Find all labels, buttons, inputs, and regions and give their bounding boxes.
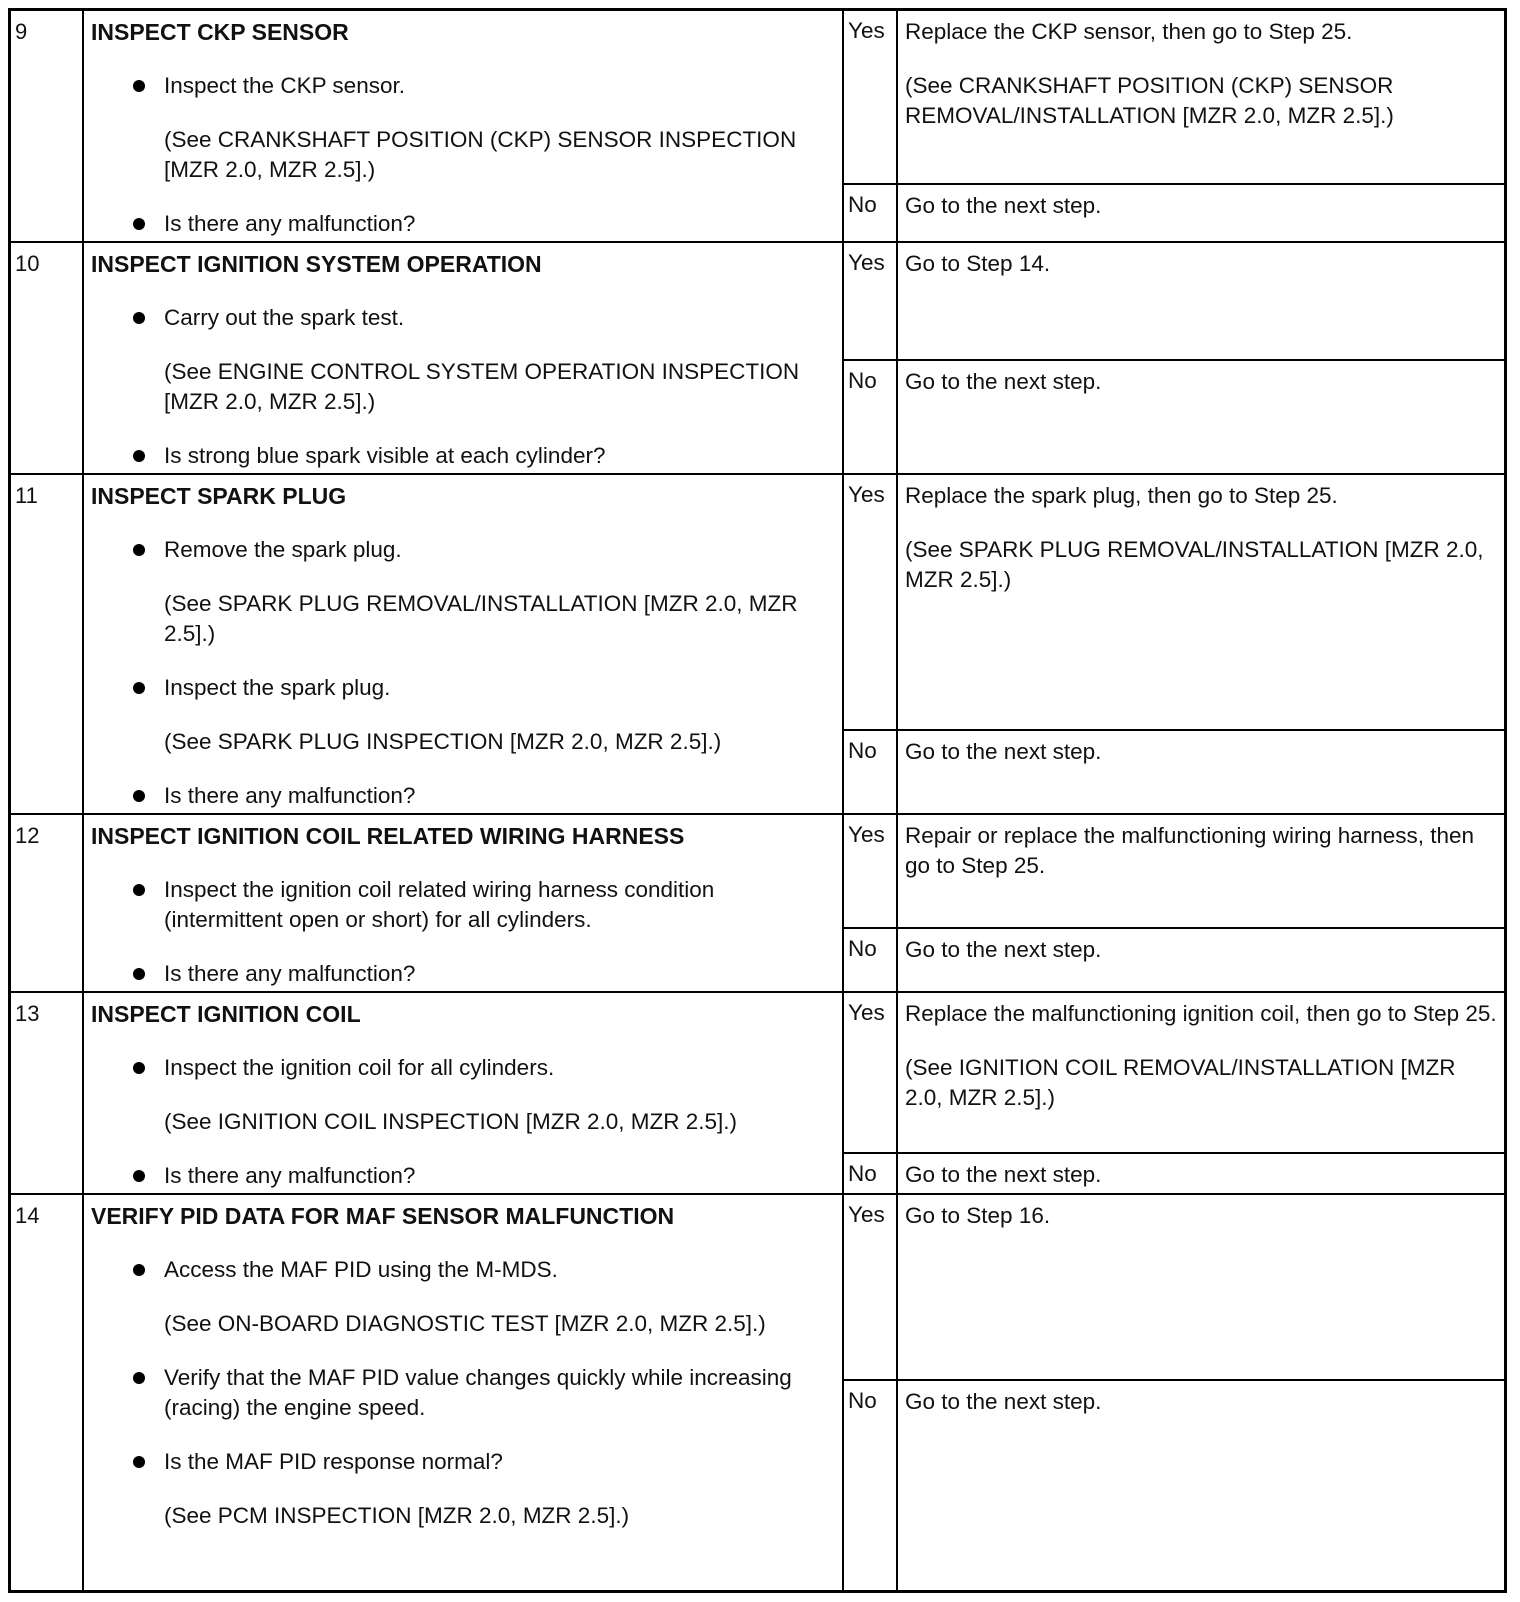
step-number: 12: [11, 815, 84, 991]
bullet-dot-icon: [133, 1062, 145, 1074]
reference-text: (See CRANKSHAFT POSITION (CKP) SENSOR INSPECTION [MZR 2.0, MZR 2.5].): [164, 127, 797, 182]
result-cell: [844, 475, 1504, 813]
yes-label: Yes: [844, 475, 898, 729]
no-action-text: Go to the next step.: [905, 369, 1102, 394]
no-label: No: [844, 185, 898, 241]
no-action-text: Go to the next step.: [905, 739, 1102, 764]
yes-action-text: (See SPARK PLUG REMOVAL/INSTALLATION [MZR 2.0, MZR 2.5].): [905, 537, 1484, 592]
bullet-item: [91, 875, 836, 935]
reference-text: (See IGNITION COIL INSPECTION [MZR 2.0, MZR 2.5].): [164, 1109, 738, 1134]
no-result: [844, 183, 1504, 241]
yes-result: [844, 475, 1504, 729]
yes-action: [898, 993, 1504, 1137]
reference-text: (See PCM INSPECTION [MZR 2.0, MZR 2.5].): [164, 1503, 630, 1528]
step-title: INSPECT SPARK PLUG: [91, 483, 347, 509]
bullet-item: [91, 71, 836, 101]
yes-label: Yes: [844, 11, 898, 183]
result-cell: [844, 1195, 1504, 1590]
no-label: No: [844, 361, 898, 473]
action-cell: [84, 993, 844, 1193]
step-title: INSPECT IGNITION SYSTEM OPERATION: [91, 251, 542, 277]
step-number: 13: [11, 993, 84, 1193]
yes-action: [898, 475, 1504, 619]
yes-action: [898, 11, 1504, 155]
no-result: [844, 359, 1504, 473]
bullet-dot-icon: [133, 790, 145, 802]
yes-action-text: Replace the malfunctioning ignition coil, then go to Step 25.: [905, 1001, 1497, 1026]
reference-text: (See ON-BOARD DIAGNOSTIC TEST [MZR 2.0, MZR 2.5].): [164, 1311, 766, 1336]
reference-text: (See SPARK PLUG INSPECTION [MZR 2.0, MZR 2.5].): [164, 729, 722, 754]
bullet-dot-icon: [133, 682, 145, 694]
bullet-text: Inspect the CKP sensor.: [164, 73, 405, 98]
yes-action-text: Repair or replace the malfunctioning wiring harness, then go to Step 25.: [905, 823, 1475, 878]
step-number: 9: [11, 11, 84, 241]
yes-label: Yes: [844, 1195, 898, 1379]
yes-result: [844, 815, 1504, 927]
bullet-item: [91, 303, 836, 333]
no-action: [898, 185, 1504, 245]
bullet-text: Is there any malfunction?: [164, 211, 416, 236]
step-title: INSPECT CKP SENSOR: [91, 19, 349, 45]
step-row: [11, 243, 1504, 475]
bullet-dot-icon: [133, 1456, 145, 1468]
step-title: INSPECT IGNITION COIL RELATED WIRING HARNESS: [91, 823, 685, 849]
no-label: No: [844, 929, 898, 991]
yes-action-text: (See CRANKSHAFT POSITION (CKP) SENSOR REMOVAL/INSTALLATION [MZR 2.0, MZR 2.5].): [905, 73, 1394, 128]
step-row: [11, 11, 1504, 243]
action-cell: [84, 1195, 844, 1590]
bullet-item: [91, 781, 836, 811]
bullet-item: [91, 673, 836, 703]
bullet-text: Access the MAF PID using the M-MDS.: [164, 1257, 558, 1282]
result-cell: [844, 993, 1504, 1193]
step-title: INSPECT IGNITION COIL: [91, 1001, 361, 1027]
step-row: [11, 475, 1504, 815]
reference-text: (See ENGINE CONTROL SYSTEM OPERATION INSPECTION [MZR 2.0, MZR 2.5].): [164, 359, 800, 414]
bullet-item: [91, 1447, 836, 1477]
no-label: No: [844, 1154, 898, 1193]
no-result: [844, 1379, 1504, 1590]
yes-action-text: Replace the spark plug, then go to Step 25.: [905, 483, 1338, 508]
step-number: 14: [11, 1195, 84, 1590]
yes-action-text: Go to Step 16.: [905, 1203, 1051, 1228]
result-cell: [844, 11, 1504, 241]
bullet-dot-icon: [133, 450, 145, 462]
reference-text: (See SPARK PLUG REMOVAL/INSTALLATION [MZR 2.0, MZR 2.5].): [164, 591, 798, 646]
bullet-item: [91, 209, 836, 239]
no-action: [898, 731, 1504, 791]
bullet-dot-icon: [133, 884, 145, 896]
yes-label: Yes: [844, 815, 898, 927]
bullet-item: [91, 441, 836, 471]
bullet-text: Inspect the spark plug.: [164, 675, 391, 700]
bullet-text: Is there any malfunction?: [164, 961, 416, 986]
step-title: VERIFY PID DATA FOR MAF SENSOR MALFUNCTION: [91, 1203, 675, 1229]
action-cell: [84, 475, 844, 813]
no-action: [898, 929, 1504, 989]
no-label: No: [844, 731, 898, 813]
bullet-text: Is strong blue spark visible at each cylinder?: [164, 443, 606, 468]
bullet-text: Is the MAF PID response normal?: [164, 1449, 503, 1474]
bullet-dot-icon: [133, 1264, 145, 1276]
bullet-dot-icon: [133, 1170, 145, 1182]
bullet-dot-icon: [133, 80, 145, 92]
result-cell: [844, 243, 1504, 473]
bullet-text: Is there any malfunction?: [164, 1163, 416, 1188]
step-row: [11, 1195, 1504, 1590]
yes-result: [844, 1195, 1504, 1379]
result-cell: [844, 815, 1504, 991]
bullet-item: [91, 1161, 836, 1191]
yes-action-text: Replace the CKP sensor, then go to Step 25.: [905, 19, 1353, 44]
action-cell: [84, 11, 844, 241]
bullet-dot-icon: [133, 1372, 145, 1384]
bullet-text: Carry out the spark test.: [164, 305, 405, 330]
no-action-text: Go to the next step.: [905, 1162, 1102, 1187]
yes-result: [844, 243, 1504, 359]
bullet-text: Inspect the ignition coil related wiring harness condition (intermittent open or short) for all cylinders.: [164, 877, 715, 932]
bullet-text: Verify that the MAF PID value changes quickly while increasing (racing) the engine speed.: [164, 1365, 792, 1420]
yes-label: Yes: [844, 993, 898, 1152]
step-row: [11, 993, 1504, 1195]
action-cell: [84, 243, 844, 473]
bullet-dot-icon: [133, 218, 145, 230]
step-number: 11: [11, 475, 84, 813]
bullet-text: Is there any malfunction?: [164, 783, 416, 808]
bullet-dot-icon: [133, 544, 145, 556]
yes-action: [898, 243, 1504, 303]
no-result: [844, 729, 1504, 813]
no-action-text: Go to the next step.: [905, 193, 1102, 218]
yes-action-text: (See IGNITION COIL REMOVAL/INSTALLATION [MZR 2.0, MZR 2.5].): [905, 1055, 1456, 1110]
troubleshooting-table: [8, 8, 1507, 1593]
yes-action: [898, 815, 1504, 905]
no-action-text: Go to the next step.: [905, 1389, 1102, 1414]
no-action: [898, 1381, 1504, 1441]
no-result: [844, 927, 1504, 991]
bullet-item: [91, 1053, 836, 1083]
step-number: 10: [11, 243, 84, 473]
bullet-text: Remove the spark plug.: [164, 537, 402, 562]
action-cell: [84, 815, 844, 991]
bullet-dot-icon: [133, 968, 145, 980]
no-action: [898, 361, 1504, 421]
bullet-item: [91, 959, 836, 989]
step-row: [11, 815, 1504, 993]
yes-label: Yes: [844, 243, 898, 359]
bullet-text: Inspect the ignition coil for all cylinders.: [164, 1055, 555, 1080]
yes-action-text: Go to Step 14.: [905, 251, 1051, 276]
yes-result: [844, 993, 1504, 1152]
bullet-item: [91, 1363, 836, 1423]
bullet-item: [91, 535, 836, 565]
no-result: [844, 1152, 1504, 1193]
yes-action: [898, 1195, 1504, 1255]
bullet-item: [91, 1255, 836, 1285]
yes-result: [844, 11, 1504, 183]
no-action-text: Go to the next step.: [905, 937, 1102, 962]
bullet-dot-icon: [133, 312, 145, 324]
no-label: No: [844, 1381, 898, 1590]
